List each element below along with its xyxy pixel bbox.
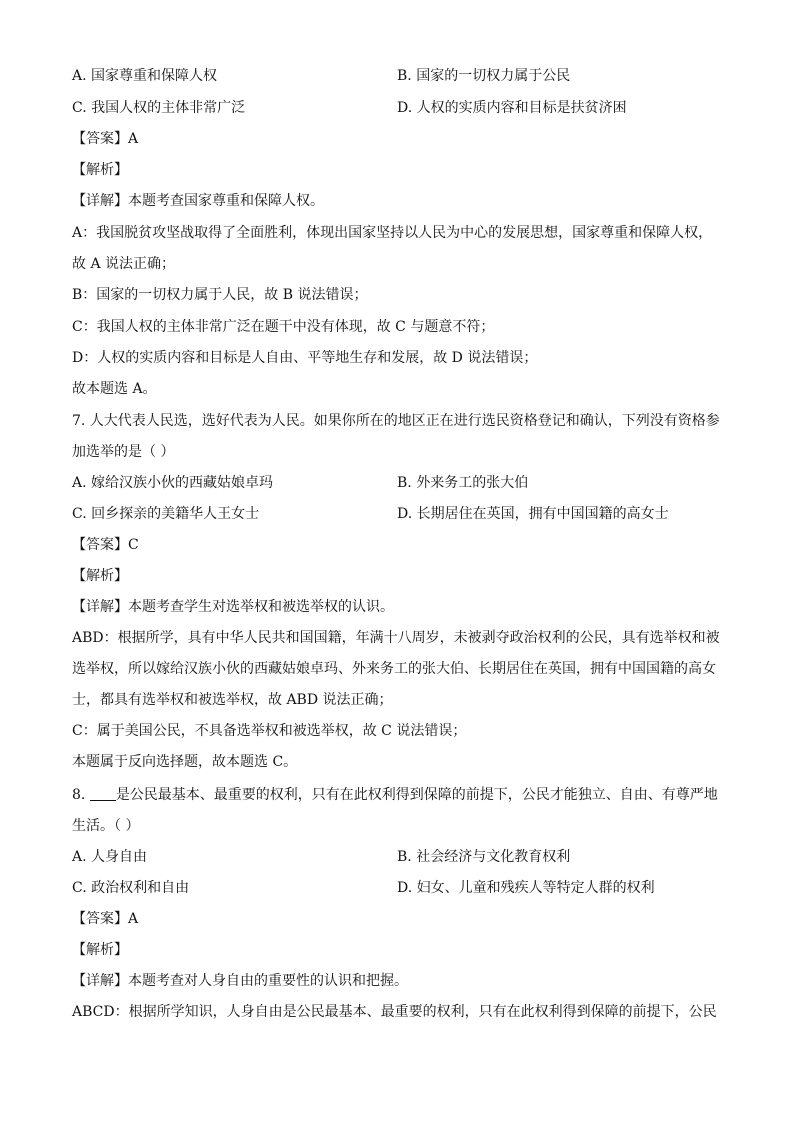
q7-stem-line1: 7. 人大代表人民选，选好代表为人民。如果你所在的地区正在进行选民资格登记和确认，下列没有资格参	[72, 413, 720, 429]
q6-conclusion: 故本题选 A。	[72, 381, 157, 397]
q8-analysis-heading: 【解析】	[72, 942, 128, 958]
q7-analysis-heading: 【解析】	[72, 568, 128, 584]
q7-explanation-line: 选举权，所以嫁给汉族小伙的西藏姑娘卓玛、外来务工的张大伯、长期居住在英国，拥有中国国籍的高女	[72, 661, 716, 677]
q7-explanation-line: 士，都具有选举权和被选举权，故 ABD 说法正确；	[72, 692, 393, 708]
q7-option-a: A. 嫁给汉族小伙的西藏姑娘卓玛	[72, 475, 274, 491]
q6-option-d: D. 人权的实质内容和目标是扶贫济困	[397, 100, 627, 116]
q7-detail: 【详解】本题考查学生对选举权和被选举权的认识。	[72, 599, 394, 615]
q6-explanation-line: 故 A 说法正确；	[72, 256, 176, 272]
q8-number: 8.	[72, 787, 90, 803]
q7-explanation-line: C：属于美国公民，不具备选举权和被选举权，故 C 说法错误；	[72, 723, 467, 739]
q8-answer: 【答案】A	[72, 911, 139, 927]
q8-option-c: C. 政治权利和自由	[72, 880, 190, 896]
q6-option-a: A. 国家尊重和保障人权	[72, 68, 218, 84]
q8-stem-line2: 生活。（ ）	[72, 818, 140, 834]
q6-answer: 【答案】A	[72, 131, 139, 147]
q7-stem-line2: 加选举的是（ ）	[72, 444, 175, 460]
q6-explanation-line: B：国家的一切权力属于人民，故 B 说法错误；	[72, 287, 368, 303]
q7-explanation-line: ABD：根据所学，具有中华人民共和国国籍，年满十八周岁，未被剥夺政治权利的公民，具有选举权和被	[72, 630, 720, 646]
q7-option-d: D. 长期居住在英国，拥有中国国籍的高女士	[397, 506, 669, 522]
q6-option-b: B. 国家的一切权力属于公民	[397, 68, 571, 84]
q7-conclusion: 本题属于反向选择题，故本题选 C。	[72, 754, 298, 770]
q6-detail: 【详解】本题考查国家尊重和保障人权。	[72, 193, 324, 209]
q6-analysis-heading: 【解析】	[72, 162, 128, 178]
q8-explanation-line: ABCD：根据所学知识，人身自由是公民最基本、最重要的权利，只有在此权利得到保障的前提下，公民	[72, 1004, 717, 1020]
q6-option-c: C. 我国人权的主体非常广泛	[72, 100, 246, 116]
q7-answer: 【答案】C	[72, 537, 139, 553]
q8-fill-blank	[90, 786, 116, 801]
q6-explanation-line: D：人权的实质内容和目标是人自由、平等地生存和发展，故 D 说法错误；	[72, 350, 538, 366]
q7-option-b: B. 外来务工的张大伯	[397, 475, 529, 491]
q7-option-c: C. 回乡探亲的美籍华人王女士	[72, 506, 260, 522]
q6-explanation-line: A：我国脱贫攻坚战取得了全面胜利，体现出国家坚持以人民为中心的发展思想，国家尊重和保障人权，	[72, 225, 713, 241]
q8-detail: 【详解】本题考查对人身自由的重要性的认识和把握。	[72, 973, 408, 989]
q8-stem-line1	[72, 786, 722, 804]
q8-option-d: D. 妇女、儿童和残疾人等特定人群的权利	[397, 880, 655, 896]
q8-stem-text: 是公民最基本、最重要的权利，只有在此权利得到保障的前提下，公民才能独立、自由、有尊严地	[115, 787, 718, 803]
q6-explanation-line: C：我国人权的主体非常广泛在题干中没有体现，故 C 与题意不符；	[72, 319, 495, 335]
q8-option-a: A. 人身自由	[72, 849, 148, 865]
q8-option-b: B. 社会经济与文化教育权利	[397, 849, 571, 865]
